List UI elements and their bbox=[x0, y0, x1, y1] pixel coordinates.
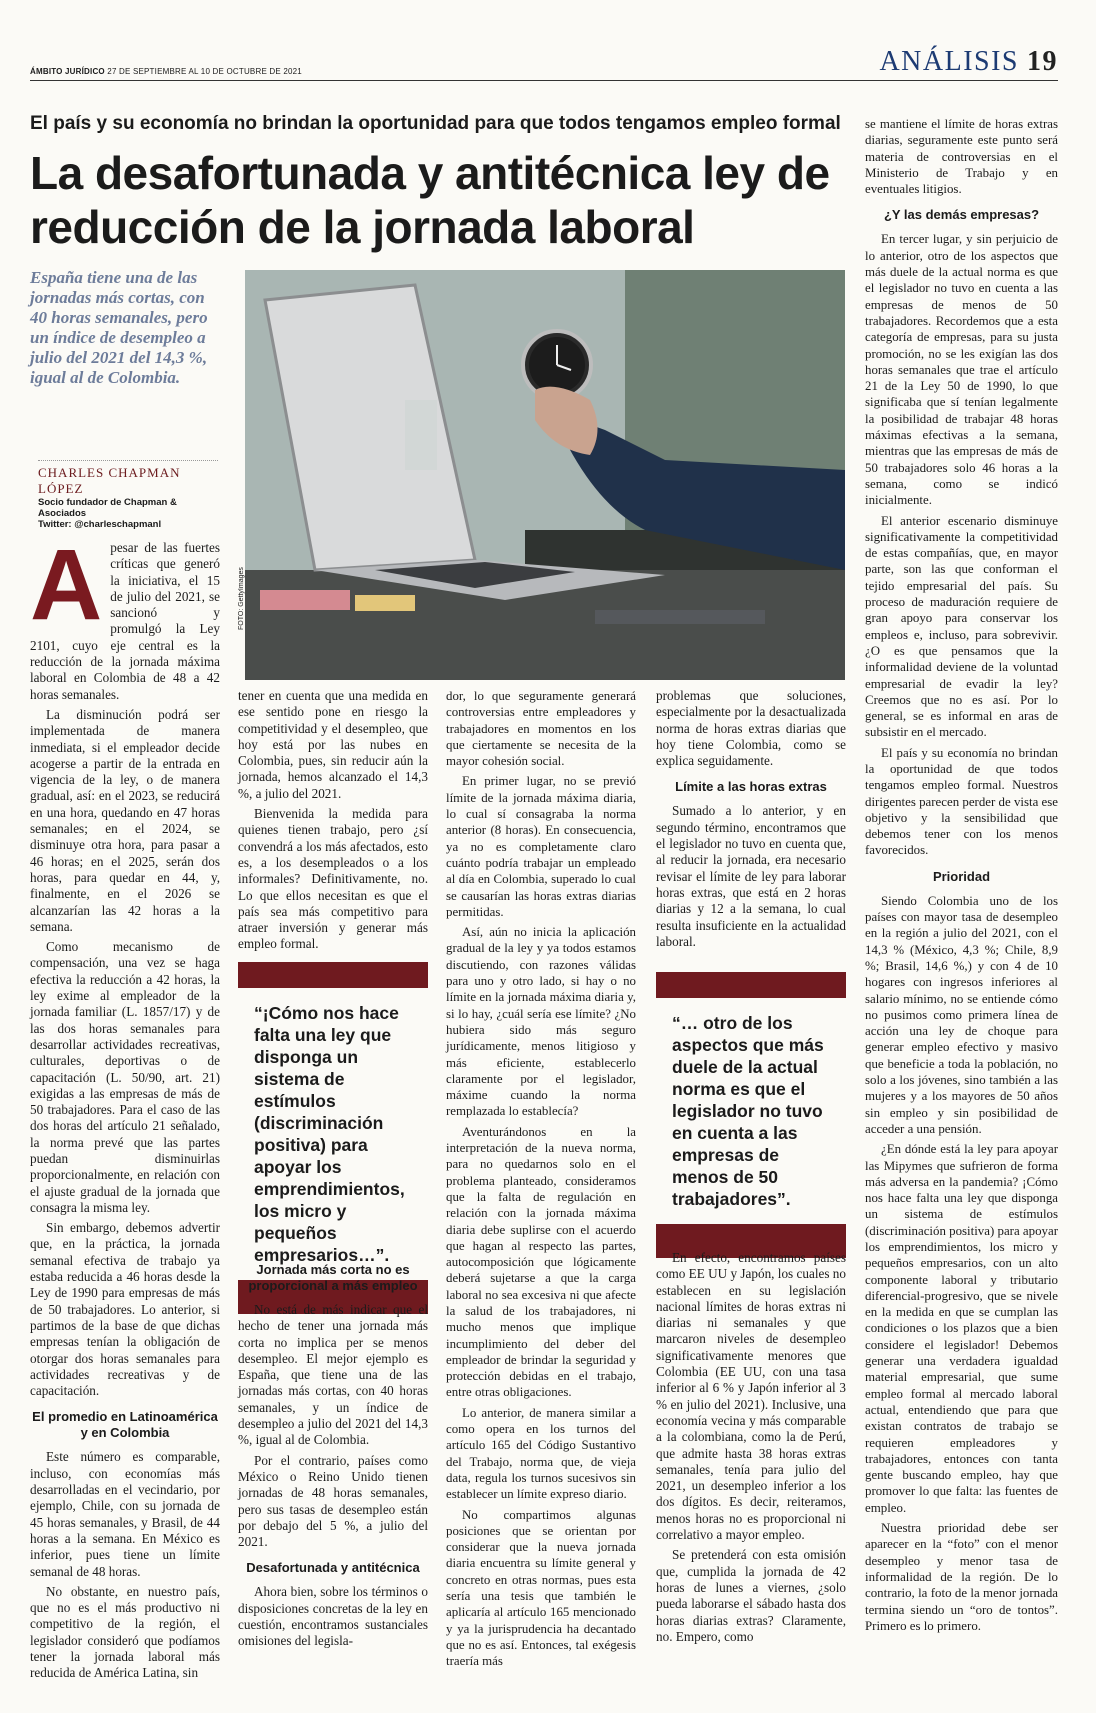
section-name: ANÁLISIS bbox=[879, 46, 1019, 77]
publication-name: ÁMBITO JURÍDICO bbox=[30, 67, 105, 76]
column-2b bbox=[238, 1262, 428, 1654]
paragraph: Bienvenida la medida para quienes tienen trabajo, pero ¿sí convendrá a los más afectados, esto es, a los desempleados o a los informales? Definitivamente, no. Lo que ellos necesitan es que el país sea más competitivo para atraer inversión y generar más empleo formal. bbox=[238, 806, 428, 952]
paragraph: Por el contrario, países como México o Reino Unido tienen jornadas de 48 horas semanales, pero sus tasas de desempleo están por debajo del 5 %, a julio del 2021. bbox=[238, 1452, 428, 1550]
column-4b bbox=[656, 1250, 846, 1649]
author-name: CHARLES CHAPMAN LÓPEZ bbox=[38, 465, 181, 496]
paragraph: Nuestra prioridad debe ser aparecer en la “foto” con el menor desempleo y menor tasa de informalidad de la región. De lo contrario, la foto de la menor jornada termina siendo un “oro de tontos”. Primero es lo primero. bbox=[865, 1521, 1058, 1633]
paragraph: El país y su economía no brindan la oportunidad de que todos tengamos empleo formal. Nuestros dirigentes parecen perder de vista ese objetivo y la sensibilidad que debemos tener con los menos favorecidos. bbox=[865, 745, 1058, 858]
paragraph: ¿En dónde está la ley para apoyar las Mipymes que sufrieron de forma más adversa en la pandemia? ¡Cómo nos hace falta una ley que disponga un sistema de estímulos (discriminación positiva) para apoyar los emprendimientos, los micro y pequeños empresarios, con un alto componente laboral y tributario diferencial-progresivo, que se nivele en la medida en que se cumplan las condiciones o los plazos que a bien considere el legislador! Debemos generar una verdadera igualdad material empresarial, que sume empleo formal al mercado laboral actual, entendiendo que para que existan contratos de trabajo se requieren empleadores y trabajadores, entonces con tanta gente buscando empleo, hay que promover lo que falta: las fuentes de empleo. bbox=[865, 1142, 1058, 1515]
paragraph: Ahora bien, sobre los términos o disposiciones concretas de la ley en cuestión, encontramos sustanciales omisiones del legisla- bbox=[238, 1584, 428, 1649]
paragraph: Como mecanismo de compensación, una vez se haga efectiva la reducción a 42 horas, la ley exime al empleador de la jornada familiar (L. 1857/17) y de las dos horas semanales para desarrollar actividades recreativas, culturales, deportivas o de capacitación (L. 50/90, art. 21) exigidas a las empresas de más de 50 trabajadores. Para el caso de las dos horas del artículo 21 señalado, la norma prevé que las partes puedan disminuirlas proporcionalmente, en relación con el ajuste gradual de la jornada que consagra la misma ley. bbox=[30, 939, 220, 1215]
paragraph: La disminución podrá ser implementada de manera inmediata, si el empleador decide acogerse a partir de la entrada en vigencia de la ley, o de manera gradual, así: en el 2023, se reducirá en una hora, quedando en 47 horas semanales; en el 2024, se disminuye otra hora, para pasar a 46 horas; en el 2025, serán dos horas, para quedar en 44, y, finalmente, en el 2026 se alcanzarían las 42 horas a la semana. bbox=[30, 706, 220, 934]
paragraph: problemas que soluciones, especialmente por la desactualizada norma de horas extras diarias que hoy tiene Colombia, como se explica seguidamente. bbox=[656, 688, 846, 769]
subheading: El promedio en Latinoamérica y en Colombia bbox=[32, 1409, 218, 1441]
author-twitter: Twitter: @charleschapmanl bbox=[38, 519, 162, 530]
paragraph: En primer lugar, no se previó límite de la jornada máxima diaria, lo cual sí consagraba la norma anterior (8 horas). En consecuencia, ya no es completamente claro cuánto podría trabajar un empleado al día en Colombia, superado lo cual se causarían las horas extras diarias permitidas. bbox=[446, 774, 636, 919]
column-3 bbox=[446, 688, 636, 1674]
paragraph: Sumado a lo anterior, y en segundo término, encontramos que el legislador no tuvo en cuenta que, al reducir la jornada, era necesario revisar el límite de ley para laborar horas extras, que está en 2 horas diarias y 12 a la semana, lo cual resulta insuficiente en la actualidad laboral. bbox=[656, 803, 846, 949]
paragraph: En tercer lugar, y sin perjuicio de lo anterior, otro de los aspectos que más duele de la actual norma es que el legislador no tuvo en cuenta a las empresas de menos de 50 trabajadores. Recordemos que a esta categoría de empresas, para su justa promoción, no se les exigían las dos horas semanales que trae el artículo 21 de la Ley 50 de 1990, lo que significaba que sí tenían legalmente la posibilidad de trabajar 48 horas máximas efectivas a la semana, mientras que las empresas de más de 50 trabajadores solo 46 horas a la semana, como se indicó inicialmente. bbox=[865, 232, 1058, 508]
paragraph: pesar de las fuertes críticas que generó la iniciativa, el 15 de julio del 2021, se sancionó y promulgó la Ley 2101, cuyo eje central es la reducción de la jornada máxima laboral en Colombia de 48 a 42 horas semanales. bbox=[30, 540, 220, 702]
quote-text: “¡Cómo nos hace falta una ley que disponga un sistema de estímulos (discriminación positiva) para apoyar los emprendimientos, los micro y pequeños empresarios…”. bbox=[254, 1003, 405, 1265]
section-label bbox=[879, 46, 1058, 78]
issue-dates: 27 DE SEPTIEMBRE AL 10 DE OCTUBRE DE 2021 bbox=[107, 67, 302, 76]
kicker: El país y su economía no brindan la oportunidad para que todos tengamos empleo formal bbox=[30, 113, 841, 134]
subheading: Prioridad bbox=[932, 868, 991, 884]
quote-text: “… otro de los aspectos que más duele de la actual norma es que el legislador no tuvo en cuenta a las empresas de menos de 50 trabajadores”. bbox=[672, 1013, 824, 1209]
byline bbox=[38, 460, 218, 530]
paragraph: Sin embargo, debemos advertir que, en la práctica, la jornada semanal efectiva de trabajo ya estaba reducida a 46 horas desde la Ley de 1990 para empresas de más de 50 trabajadores. Lo anterior, si partimos de la base de que dichas empresas tenían la obligación de otorgar dos horas semanales para actividades recreativas y de capacitación. bbox=[30, 1220, 220, 1399]
paragraph: Así, aún no inicia la aplicación gradual de la ley y ya todos estamos discutiendo, con razones válidas para uno y otro lado, si hay o no límite en la jornada máxima diaria y, si lo hay, ¿cuál sería ese límite? ¿No hubiera sido más seguro jurídicamente, menos litigioso y más eficiente, establecerlo claramente por el legislador, máxime cuando la norma remplazada lo establecía? bbox=[446, 925, 636, 1119]
paragraph: El anterior escenario disminuye significativamente la competitividad de estas compañías, que, en mayor parte, son las que conforman el tejido empresarial del país. Su proceso de maduración requiere de gran apoyo para conservar los empleos e, incluso, para sobrevivir. ¿O es que pensamos que la informalidad deviene de la voluntad empresarial de evadir la ley? Creemos que no es así. Por lo general, se es informal en aras de subsistir en el mercado. bbox=[865, 513, 1058, 740]
paragraph: Se pretenderá con esta omisión que, cumplida la jornada de 42 horas de lunes a viernes, ¿solo pueda laborarse el sábado hasta dos horas diarias extras? Claramente, no. Empero, como bbox=[656, 1547, 846, 1644]
paragraph: En efecto, encontramos países como EE UU y Japón, los cuales no establecen en su legislación nacional límites de horas extras ni diarias ni semanales y que marcaron niveles de desempleo significativamente menores que Colombia (EE UU, con una tasa inferior al 6 % y Japón inferior al 3 % en julio del 2021). Inclusive, una economía vecina y más comparable a la colombiana, como la de Perú, que admite hasta 38 horas extras semanales, tenía para julio del 2021, un desempleo inferior a los dos dígitos. Es decir, reiteramos, menos horas no es proporcional ni correlativo a mayor empleo. bbox=[656, 1250, 846, 1543]
quote-bar-top bbox=[238, 962, 428, 988]
paragraph: No está de más indicar que el hecho de tener una jornada más corta no implica per se menos desempleo. El mejor ejemplo es España, que tiene una de las jornadas más cortas, con 40 horas semanales, y un índice de desempleo a julio del 2021 del 14,3 %, igual al de Colombia. bbox=[238, 1302, 428, 1448]
paragraph: Siendo Colombia uno de los países con mayor tasa de desempleo en la región a julio del 2021, con el 14,3 % (México, 4,3 %; Chile, 8,9 %; Brasil, 14,6 %,) y con 4 de 10 hogares con ingresos inferiores al salario mínimo, no se entiende cómo no pusimos como primera línea de acción una ley de choque para generar empleo efectivo y masivo que beneficie a toda la población, no solo a los jóvenes, sino también a las mujeres y a los mayores de 50 años sin empleo y sin posibilidad de acceder a una pensión. bbox=[865, 893, 1058, 1136]
paragraph: tener en cuenta que una medida en ese sentido pone en riesgo la competitividad y el desempleo, que hoy está por las nubes en Colombia, pues, sin reducir aún la jornada, hemos alcanzado el 14,3 %, a julio del 2021. bbox=[238, 688, 428, 801]
column-4 bbox=[656, 688, 846, 954]
paragraph: dor, lo que seguramente generará controversias entre empleadores y trabajadores en momentos en los que ciertamente se necesita de la mayor cohesión social. bbox=[446, 689, 636, 769]
drop-cap: A bbox=[30, 529, 103, 641]
masthead bbox=[30, 67, 302, 76]
column-1 bbox=[30, 529, 220, 1686]
paragraph: se mantiene el límite de horas extras diarias, seguramente este punto será materia de controversias en el Ministerio de Trabajo y en eventuales litigios. bbox=[865, 117, 1058, 197]
column-5 bbox=[865, 116, 1058, 1638]
photo-credit: FOTO: GettyImages bbox=[238, 567, 245, 630]
subheading: Desafortunada y antitécnica bbox=[246, 1560, 420, 1576]
paragraph: Lo anterior, de manera similar a como opera en los turnos del artículo 165 del Código Sustantivo del Trabajo, norma que, de vieja data, regula los turnos sucesivos sin establecer un límite expreso diario. bbox=[446, 1405, 636, 1502]
subheading: Jornada más corta no es proporcional a más empleo bbox=[248, 1262, 418, 1293]
header-rule bbox=[30, 80, 1058, 81]
paragraph: Este número es comparable, incluso, con economías más desarrolladas en el vecindario, por ejemplo, Chile, con su jornada de 45 horas semanales, y Brasil, de 44 horas a la semana. En México es inferior, pues tiene un límite semanal de 48 horas. bbox=[30, 1449, 220, 1579]
laptop-clock-illustration bbox=[245, 270, 845, 680]
page-number: 19 bbox=[1027, 46, 1058, 77]
subheading: ¿Y las demás empresas? bbox=[883, 207, 1040, 223]
paragraph: No obstante, en nuestro país, que no es el más productivo ni competitivo de la región, el legislador consideró que podíamos tener la jornada laboral más reducida de América Latina, sin bbox=[30, 1583, 220, 1681]
subheading: Límite a las horas extras bbox=[675, 779, 827, 795]
paragraph: No compartimos algunas posiciones que se orientan por considerar que la nueva jornada diaria encuentra su límite general y concreto en otras normas, pues esta sería una tesis que también le aplicaría al artículo 165 mencionado y ya la jurisprudencia ha decantado que no es así. Entonces, tal exégesis traería más bbox=[446, 1507, 636, 1669]
paragraph: Aventurándonos en la interpretación de la nueva norma, para no quedarnos solo en el problema planteado, consideramos que la falta de regulación en relación con la jornada máxima diaria debe suplirse con el acuerdo que hagan al respecto las partes, autocomposición que lógicamente deberá sujetarse a que la carga laboral no sea excesiva ni que afecte la salud de los trabajadores, ni mucho menos que implique incumplimiento del deber del empleador de brindar la seguridad y protección debidas en el trabajo, entre otras obligaciones. bbox=[446, 1124, 636, 1400]
headline: La desafortunada y antitécnica ley de reducción de la jornada laboral bbox=[30, 147, 830, 253]
article-photo bbox=[245, 270, 845, 680]
lead-summary: España tiene una de las jornadas más cortas, con 40 horas semanales, pero un índice de desempleo a julio del 2021 del 14,3 %, igual al de Colombia. bbox=[30, 268, 208, 387]
quote-bar-top bbox=[656, 972, 846, 998]
author-role: Socio fundador de Chapman & Asociados bbox=[38, 497, 177, 519]
pull-quote-2 bbox=[656, 972, 846, 1258]
column-2 bbox=[238, 688, 428, 957]
